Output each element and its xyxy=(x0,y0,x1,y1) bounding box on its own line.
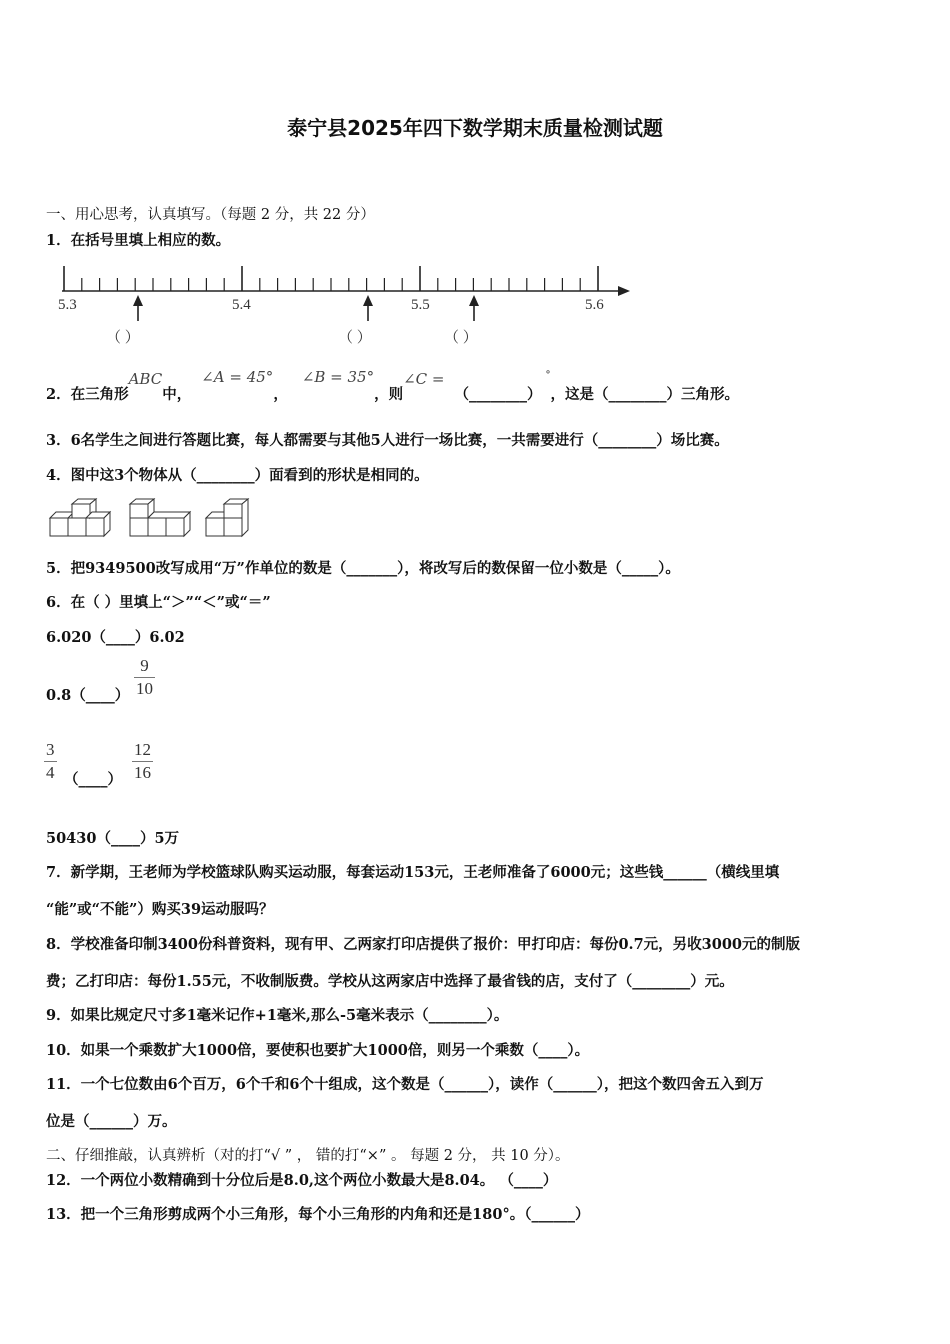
q2-blank[interactable]: （________） xyxy=(454,386,542,403)
q2-suffix: ，这是（________）三角形。 xyxy=(550,386,739,403)
number-line-figure xyxy=(46,258,646,354)
fraction-denominator: 10 xyxy=(136,679,153,698)
fraction-numerator: 9 xyxy=(140,656,149,675)
question-8-line-2: 费；乙打印店：每份1.55元，不收制版费。学校从这两家店中选择了最省钱的店，支付了（________）元。 xyxy=(46,973,734,990)
question-8-line-1: 8．学校准备印制3400份科普资料，现有甲、乙两家打印店提供了报价：甲打印店：每份0.7元，另收3000元的制版 xyxy=(46,936,801,953)
cube-figure-3 xyxy=(206,499,248,536)
question-3: 3．6名学生之间进行答题比赛，每人都需要与其他5人进行一场比赛，一共需要进行（________）场比赛。 xyxy=(46,432,729,449)
question-13: 13．把一个三角形剪成两个小三角形，每个小三角形的内角和还是180°。（______） xyxy=(46,1206,590,1223)
arrow-up-icon xyxy=(469,295,479,321)
fraction-9-10 xyxy=(134,656,155,699)
fraction-numerator: 12 xyxy=(134,740,151,759)
question-6d: 50430（____）5万 xyxy=(46,830,180,847)
q2-triangle-name: ABC xyxy=(128,370,163,388)
q2-angle-a: ∠A = 45° xyxy=(201,368,274,386)
section-1-heading: 一、用心思考，认真填写。（每题 2 分，共 22 分） xyxy=(46,207,375,223)
number-line-label: 5.3 xyxy=(58,297,77,313)
question-12: 12．一个两位小数精确到十分位后是8.0,这个两位小数最大是8.04。 （____） xyxy=(46,1172,558,1189)
cube-figure-2 xyxy=(130,499,190,536)
cube-figures xyxy=(46,498,256,542)
q2-comma: ， xyxy=(273,386,288,403)
answer-blank[interactable]: （ ） xyxy=(106,330,140,346)
question-11-line-2: 位是（______）万。 xyxy=(46,1113,177,1130)
fraction-3-4 xyxy=(44,740,57,783)
question-6c-blank[interactable]: （____） xyxy=(64,771,122,788)
q2-prefix: 2．在三角形 xyxy=(46,386,129,403)
number-line-ticks xyxy=(64,266,598,291)
q2-then: ，则 xyxy=(374,386,404,403)
question-6: 6．在（ ）里填上“＞”“＜”或“＝” xyxy=(46,594,271,611)
answer-blank[interactable]: （ ） xyxy=(444,330,478,346)
q2-angle-c: ∠C = xyxy=(403,370,445,388)
fraction-12-16 xyxy=(132,740,153,783)
fraction-denominator: 4 xyxy=(46,763,55,782)
fraction-denominator: 16 xyxy=(134,763,151,782)
question-11-line-1: 11．一个七位数由6个百万，6个千和6个十组成，这个数是（______），读作（______），把这个数四舍五入到万 xyxy=(46,1076,764,1093)
question-7-line-2: “能”或“不能”）购买39运动服吗？ xyxy=(46,901,274,918)
question-2 xyxy=(46,366,739,403)
number-line-label: 5.6 xyxy=(585,297,604,313)
question-6a: 6.020（____）6.02 xyxy=(46,629,185,646)
question-1: 1．在括号里填上相应的数。 xyxy=(46,232,231,249)
question-10: 10．如果一个乘数扩大1000倍，要使积也要扩大1000倍，则另一个乘数（____）。 xyxy=(46,1042,590,1059)
question-5: 5．把9349500改写成用“万”作单位的数是（_______），将改写后的数保留一位小数是（_____）。 xyxy=(46,560,680,577)
fraction-numerator: 3 xyxy=(46,740,55,759)
question-7-line-1: 7．新学期，王老师为学校篮球队购买运动服，每套运动153元，王老师准备了6000元；这些钱______（横线里填 xyxy=(46,864,780,881)
q2-degree: ° xyxy=(545,370,551,381)
page-title: 泰宁县2025年四下数学期末质量检测试题 xyxy=(287,116,663,140)
number-line-label: 5.5 xyxy=(411,297,430,313)
number-line-label: 5.4 xyxy=(232,297,251,313)
section-2-heading: 二、仔细推敲，认真辨析（对的打“√ ” ， 错的打“×” 。 每题 2 分， 共 10 分）。 xyxy=(46,1148,570,1164)
cube-figure-1 xyxy=(50,499,110,536)
q2-mid: 中， xyxy=(162,386,192,403)
question-9: 9．如果比规定尺寸多1毫米记作+1毫米,那么-5毫米表示（________）。 xyxy=(46,1007,509,1024)
arrow-up-icon xyxy=(133,295,143,321)
answer-blank[interactable]: （ ） xyxy=(338,330,372,346)
question-6b: 0.8（____） xyxy=(46,687,130,704)
question-4: 4．图中这3个物体从（________）面看到的形状是相同的。 xyxy=(46,467,429,484)
q2-angle-b: ∠B = 35° xyxy=(301,368,375,386)
arrow-up-icon xyxy=(363,295,373,321)
